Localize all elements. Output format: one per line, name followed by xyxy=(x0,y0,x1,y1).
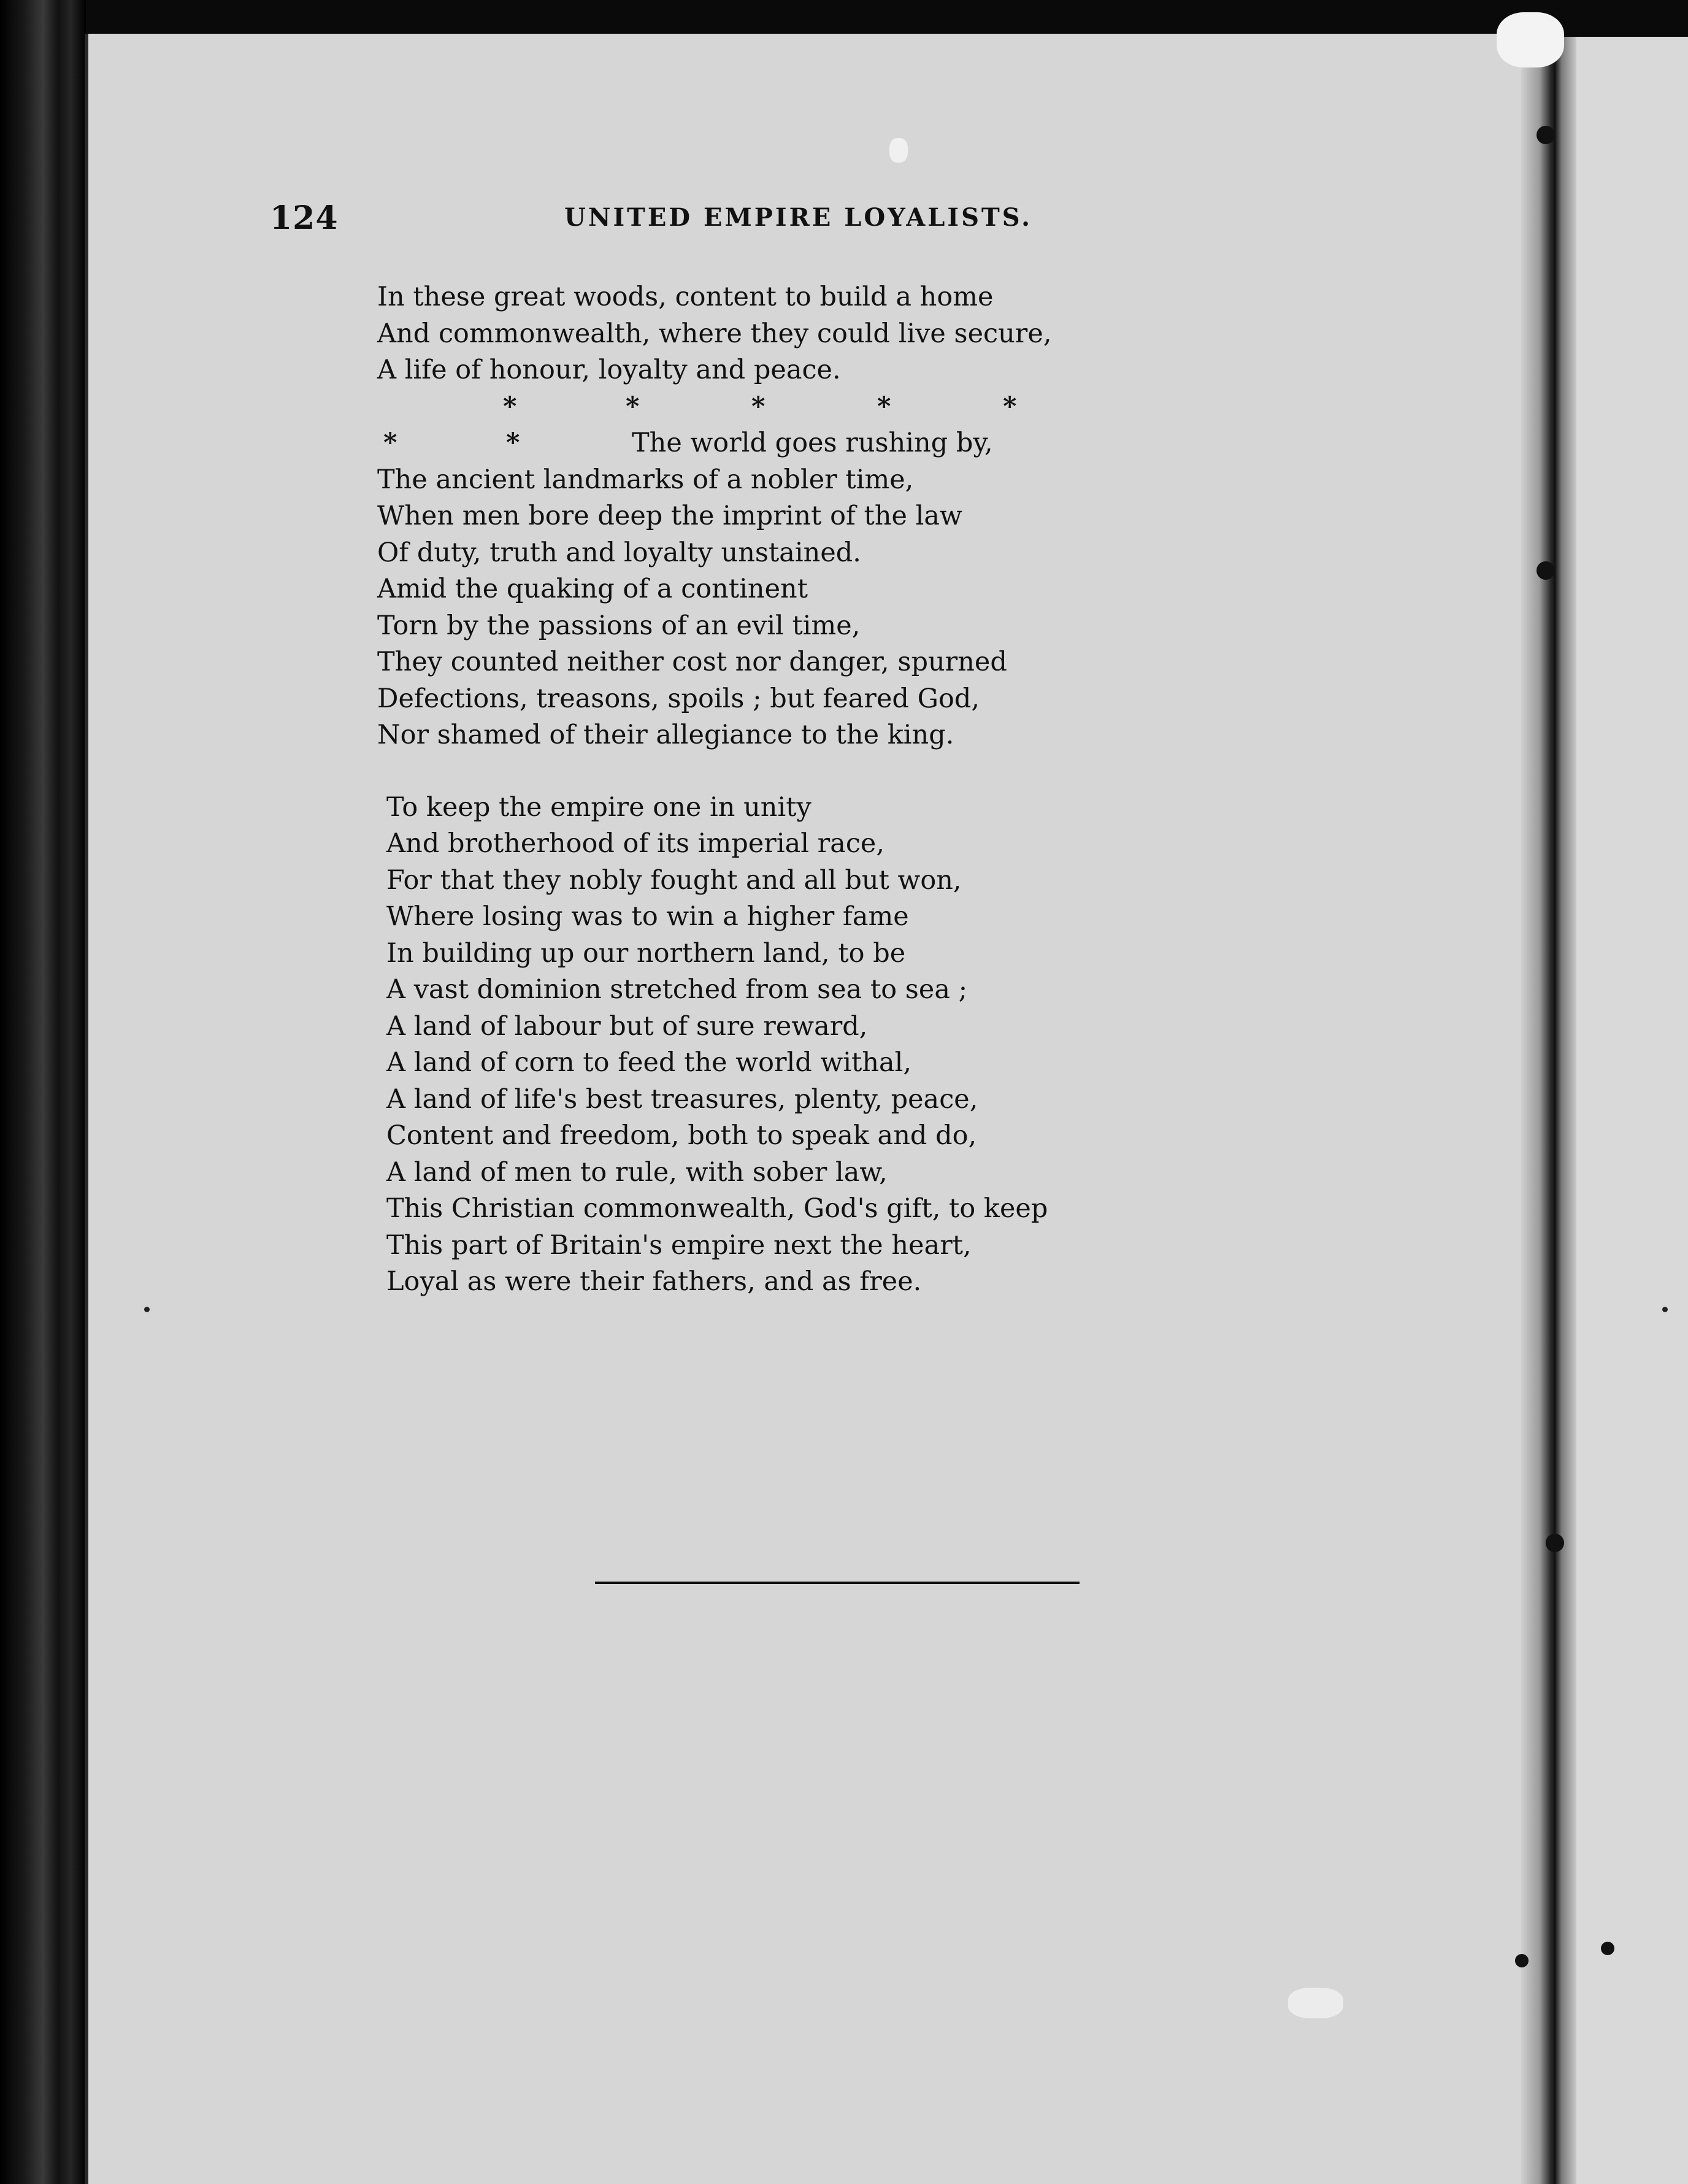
binding-stitch xyxy=(1515,1954,1529,1967)
page-number: 124 xyxy=(270,199,339,237)
speck xyxy=(144,1307,150,1312)
stanza xyxy=(377,279,1236,389)
paper-tear xyxy=(1497,12,1564,67)
facing-page-edge xyxy=(1576,37,1688,2184)
poem-line: For that they nobly fought and all but won, xyxy=(386,864,962,896)
poem-line: This Christian commonwealth, God's gift, to keep xyxy=(386,1193,1048,1224)
poem-line: A land of labour but of sure reward, xyxy=(386,1010,868,1042)
poem-line: And brotherhood of its imperial race, xyxy=(386,828,885,859)
poem-line: To keep the empire one in unity xyxy=(386,791,811,823)
poem-line: In these great woods, content to build a home xyxy=(377,282,994,312)
binding-stitch xyxy=(1601,1942,1614,1955)
poem-line: And commonwealth, where they could live secure, xyxy=(377,318,1052,349)
asterisk: * xyxy=(1003,391,1017,422)
binding-stitch xyxy=(1536,561,1555,580)
stanza xyxy=(386,790,1236,1301)
stanza-gap xyxy=(377,754,1236,790)
end-rule xyxy=(595,1582,1080,1584)
asterisk: * xyxy=(503,391,517,422)
poem-line: Nor shamed of their allegiance to the king. xyxy=(377,720,954,750)
poem-line: Content and freedom, both to speak and do, xyxy=(386,1120,977,1151)
poem-line: A land of corn to feed the world withal, xyxy=(386,1047,912,1078)
asterisk: * xyxy=(383,428,397,458)
asterisk: * xyxy=(751,391,765,422)
asterisk: * xyxy=(626,391,640,422)
binding-stitch xyxy=(1536,126,1555,144)
poem-line: Torn by the passions of an evil time, xyxy=(377,610,861,641)
poem-line-with-asterisks xyxy=(377,425,1236,462)
poem-line: In building up our northern land, to be xyxy=(386,937,906,969)
asterisk: * xyxy=(877,391,891,422)
running-title: UNITED EMPIRE LOYALISTS. xyxy=(564,203,1033,232)
binding-stitch xyxy=(1546,1534,1564,1552)
poem-line: They counted neither cost nor danger, spurned xyxy=(377,647,1007,677)
poem-line: When men bore deep the imprint of the law xyxy=(377,501,962,531)
poem-line: The world goes rushing by, xyxy=(632,428,993,458)
section-break-asterisks xyxy=(377,389,1236,426)
poem-line: This part of Britain's empire next the heart, xyxy=(386,1229,972,1261)
poem-line: A life of honour, loyalty and peace. xyxy=(377,355,841,385)
poem-line: A land of life's best treasures, plenty, peace, xyxy=(386,1083,978,1115)
poem-line: A land of men to rule, with sober law, xyxy=(386,1156,888,1188)
poem-line: Defections, treasons, spoils ; but feared God, xyxy=(377,683,980,714)
poem-line: The ancient landmarks of a nobler time, xyxy=(377,464,914,495)
poem-line: Amid the quaking of a continent xyxy=(377,574,808,604)
running-head xyxy=(270,199,1098,236)
poem-body xyxy=(377,279,1236,1301)
speck xyxy=(1662,1307,1668,1312)
poem-line: A vast dominion stretched from sea to sea ; xyxy=(386,974,968,1005)
page-gutter xyxy=(1521,37,1576,2184)
poem-line: Where losing was to win a higher fame xyxy=(386,901,909,932)
book-binding-edge xyxy=(0,0,86,2184)
poem-line: Loyal as were their fathers, and as free. xyxy=(386,1266,922,1297)
asterisk: * xyxy=(506,428,520,458)
paper-blemish xyxy=(889,138,908,163)
poem-line: Of duty, truth and loyalty unstained. xyxy=(377,537,861,568)
paper-blemish xyxy=(1288,1988,1343,2018)
stanza xyxy=(377,425,1236,754)
